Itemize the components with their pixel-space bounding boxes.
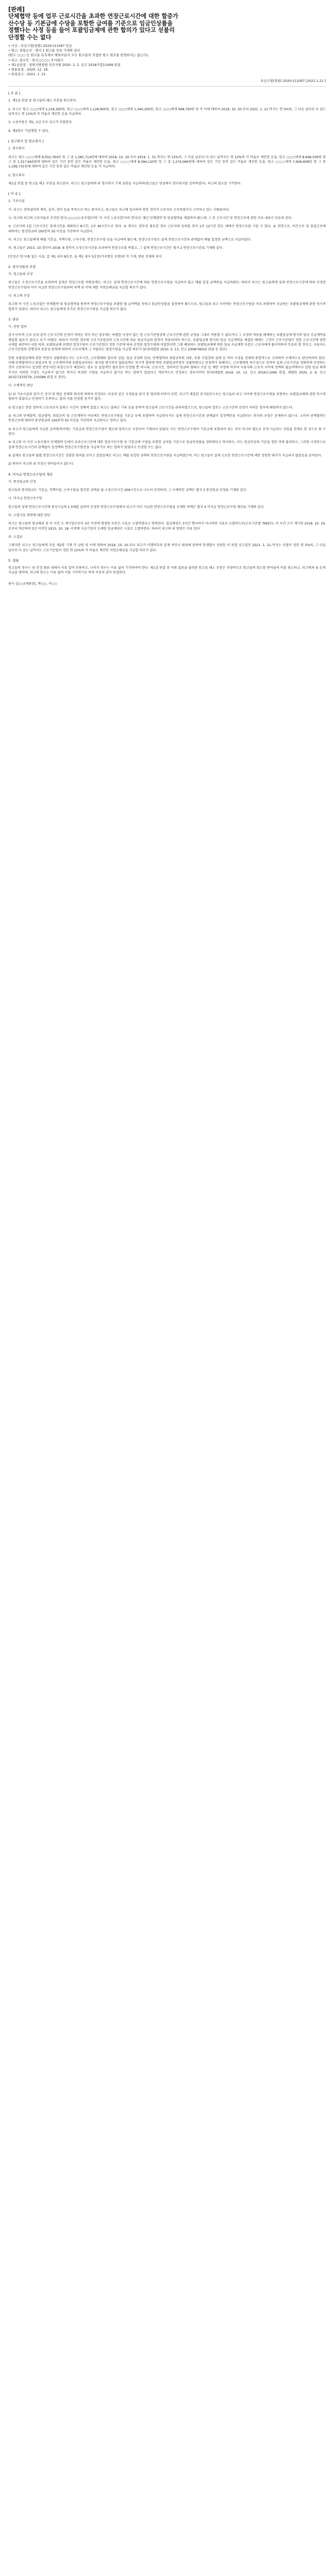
section-paragraph: 3. 소송비용은 제1, 2심 모두 피고가 부담한다. <box>8 121 73 125</box>
section-heading: 2. 당사자들의 주장 <box>8 264 36 269</box>
section-heading: [ 이 유 ] <box>8 192 21 196</box>
section-paragraph: 라. 소결론 <box>8 535 23 539</box>
judgment-section <box>8 191 326 259</box>
section-paragraph: 라. 원고들은 2015. 10.경부터 2018. 9.경까지 소정근로시간을 초과하여 연장근로를 하였고, 그 실제 연장근로시간은 별지 2 연장근로시간표 기재와 같다. <box>8 246 224 250</box>
section-paragraph: 감시·단속적 근로 등과 같이 근로시간의 산정이 어려운 것이 아닌 경우에는 특별한 사정이 없는 한 근로기준법상의 근로시간에 관한 규정을 그대로 적용할 수 없다거나 그 규정의 적용을 배제하는 포괄임금제 방식의 임금 지급계약을 체결할 필요가 있다고 보기 어렵다. 따라서 이러한 경우에 근로기준법상의 근로시간에 따른 임금지급의 원칙이 적용되어야 하므로, 포괄임금제 방식의 임금 지급계약을 체결한 때에는 그것이 근로기준법이 정한 근로시간에 관한 규제를 위반하는지를 따져, 포괄임금에 포함된 법정수당이 근로기준법이 정한 기준에 따라 산정된 법정수당에 미달한다면 그에 해당하는 포괄임금제에 의한 임금 지급계약 부분은 근로자에게 불이익하여 무효라 할 것이고, 사용자는 근로기준법의 강행성과 보충성 원칙에 의하여 근로자에게 그 미달되는 법정수당을 지급할 의무가 있다(대법원 2010. 5. 13. 선고 2008다6052 판결 등 참조). <box>8 333 326 352</box>
meta-line: • 제1심판결 : 창원지방법원 진주지원 2020. 2. 5. 선고 2018가합11408 판결 <box>8 63 121 67</box>
section-paragraph: 원고들의 실제 연장근로시간에 통상시급의 1.5배를 곱하여 산정한 연장근로수당에서 피고가 이미 지급한 연장근로수당을 공제한 차액은 별지 4 미지급 연장근로수당 계산표 기재와 같다. <box>8 505 265 509</box>
meta-line: • 변론종결 : 2020. 12. 18. <box>8 68 49 72</box>
judgment-section <box>8 91 326 133</box>
document-title <box>8 6 326 41</box>
section-paragraph: 나. 구체적인 판단 <box>8 384 33 388</box>
section-paragraph: ① 원고들은 현장 정비직 근로자로서 출퇴근 시간이 정해져 있었고 피고는 출퇴근 기록 등을 통하여 원고들의 근로시간을 관리하였으므로, 원고들의 업무는 근로시간의 산정이 어려운 경우에 해당하지 않는다. <box>8 405 293 410</box>
section-paragraph: 나. 미지급 연장근로수당 <box>8 497 42 501</box>
title-line: 산수당 등 기본급에 수당을 포함한 급여를 기준으로 임금인상률을 <box>8 20 173 27</box>
section-paragraph: 4. 제2항은 가집행할 수 있다. <box>8 129 49 133</box>
meta-line: • 피고, 항소인 : 한국○○○○ 주식회사 <box>8 58 63 62</box>
section-paragraph: 원고들은 소정근로시간을 초과하여 실제로 연장근로를 하였음에도, 피고는 실제 연장근로시간에 따른 연장근로수당을 지급하지 않고 매월 일정 금액만을 지급하였다. 따라서 피고는 원고들에게 실제 연장근로시간에 따라 산정한 연장근로수당과 이미 지급한 연장근로수당과의 차액 및 이에 대한 지연손해금을 지급할 의무가 있다. <box>8 281 326 290</box>
section-heading: [ 주 문 ] <box>8 91 21 96</box>
section-paragraph: 1. 제1심 판결 중 원고들의 패소 부분을 취소한다. <box>8 99 77 103</box>
section-paragraph: 2) 따라서 피고의 위 주장은 받아들이지 않는다. <box>8 462 74 466</box>
section-heading: 3. 판단 <box>8 317 19 322</box>
section-paragraph: 가. 원고들의 주장 <box>8 272 33 276</box>
section-heading: [ 청구취지 및 항소취지 ] <box>8 139 44 144</box>
section-paragraph: 피고와 이 사건 노동조합은 단체협약 및 임금협약을 통하여 연장근로수당을 포함한 월 급여액을 정하고 임금인상률을 결정하여 왔으므로, 원고들과 피고 사이에는 연장근로수당을 미리 포함하여 지급하는 포괄임금제에 관한 묵시적 합의가 있었다. 따라서 피고는 원고들에게 추가로 연장근로수당을 지급할 의무가 없다. <box>8 302 326 311</box>
judgment-page <box>0 0 334 597</box>
section-paragraph: 2. 피고는 원고 ○○○에게 1,234,560원, 원고 ○○○에게 1,128,900원, 원고 ○○○에게 1,340,200원, 원고 ○○○에게 998,700원 및 각 이에 대하여 2018. 10. 20.부터 2021. 1. 21.까지는 연 5%의, 그 다음 날부터 다 갚는 날까지는 연 12%의 각 비율로 계산한 돈을 지급하라. <box>8 107 326 116</box>
document-id: 부산고법(창원) 2020나11097 [2021.1.21.] <box>260 79 326 83</box>
section-paragraph: 피고는 원고들의 임금채권 중 이 사건 소 제기일로부터 3년 이전에 발생한 부분은 시효로 소멸하였다고 항변한다. 임금채권은 3년간 행사하지 아니하면 시효로 소멸하므로(근로기준법 제49조), 이 사건 소가 제기된 2018. 10. 19.로부터 역산하여 3년 이전인 2015. 10. 18. 이전에 지급기일이 도래한 임금채권은 시효로 소멸하였다. 따라서 피고의 위 항변은 이유 있다. <box>8 522 326 531</box>
section-paragraph: 가. 관련 법리 <box>8 325 27 329</box>
section-paragraph: ③ 피고가 원고들에게 지급한 급여명세서에는 기본급과 연장근로수당이 별도의 항목으로 구분되어 기재되어 있었다. 이는 연장근로수당이 기본급에 포함되어 있는 것이 아니라 별도로 산정·지급되는 것임을 전제로 한 것으로 볼 수 있다. <box>8 427 326 436</box>
judgment-body <box>8 91 326 575</box>
section-paragraph: 가. 통상임금의 산정 <box>8 480 36 484</box>
judgment-section <box>8 558 326 575</box>
section-paragraph: 그렇다면 피고는 원고들에게 주문 제2항 기재 각 금원 및 이에 대하여 2018. 10. 20.부터 피고가 이행의무의 존재 여부나 범위에 관하여 항쟁함이 상당한 이 판결 선고일인 2021. 1. 21.까지는 민법이 정한 연 5%의, 그 다음 날부터 다 갚는 날까지는 근로기준법이 정한 연 12%의 각 비율로 계산한 지연손해금을 지급할 의무가 있다. <box>8 544 326 552</box>
section-paragraph: 한편 포괄임금제에 관한 약정이 성립하였는지는 근로시간, 근로형태와 업무의 성질, 임금 산정의 단위, 단체협약과 취업규칙의 내용, 동종 사업장의 실태 등 여러 사정을 전체적·종합적으로 고려하여 구체적으로 판단하여야 한다. 이때 단체협약이나 취업규칙 및 근로계약서에 포괄임금이라는 취지를 명시하지 않았음에도 묵시적 합의에 의한 포괄임금약정이 성립하였다고 인정하기 위해서는, 근로형태의 특수성으로 인하여 실제 근로시간을 정확하게 산정하는 것이 곤란하거나 일정한 연장·야간·휴일근로가 예상되는 경우 등 실질적인 필요성이 인정될 뿐 아니라, 근로시간, 정하여진 임금의 형태나 수준 등 제반 사정에 비추어 사용자와 근로자 사이에 정액의 월급여액이나 일당 임금 외에 추가로 어떠한 수당도 지급하지 않기로 하거나 특정한 수당을 지급하지 않기로 하는 합의가 있었다고 객관적으로 인정되는 경우이어야 한다(대법원 2016. 10. 13. 선고 2016도1060 판결, 대법원 2020. 2. 6. 선고 2015다233579, 233586 판결 등 참조). <box>8 356 326 380</box>
section-paragraph: 가. 피고는 전력설비의 제작, 설치, 정비 등을 목적으로 하는 회사이고, 원고들은 피고에 입사하여 현장 정비직 근로자로 근무하였거나 근무하고 있는 사람들이다. <box>8 208 230 212</box>
section-heading: 5. 결론 <box>8 558 19 563</box>
section-paragraph: 2. 항소취지 <box>8 173 25 177</box>
judgment-section <box>8 264 326 312</box>
section-paragraph: 나. 피고와 피고의 근로자들로 조직된 한국○○○○노동조합(이하 '이 사건 노동조합'이라 한다)은 매년 단체협약 및 임금협약을 체결하여 왔는데, 그 중 근로시간 및 연장근로에 관한 주요 내용은 다음과 같다. <box>8 216 293 220</box>
case-meta <box>8 44 326 77</box>
judgment-section <box>8 472 326 553</box>
section-paragraph: [인정근거] 다툼 없는 사실, 갑 제1 내지 8호증, 을 제1 내지 5호증(가지번호 포함)의 각 기재, 변론 전체의 취지 <box>8 255 162 259</box>
title-line: 정했다는 사정 등을 들어 포괄임금제에 관한 합의가 있다고 섣불리 <box>8 27 175 34</box>
section-paragraph: 1) 위 기초사실과 앞서 든 증거 및 변론 전체의 취지에 의하여 인정되는 다음과 같은 사정들을 앞서 본 법리에 비추어 보면, 피고가 제출한 증거들만으로는 원고들과 피고 사이에 연장근로수당을 포함하는 포괄임금제에 관한 묵시적 합의가 있었다고 인정하기 부족하고, 달리 이를 인정할 증거가 없다. <box>8 392 326 401</box>
section-paragraph: ⑤ 실제로 원고들의 월별 연장근로시간은 상당한 편차를 보이고 있었음에도 피고는 매월 동일한 금액의 연장근로수당을 지급하였는바, 이는 원고들이 실제 근로한 연장근로시간에 대한 정당한 대가가 지급되지 않았음을 보여준다. <box>8 453 322 457</box>
judgment-section <box>8 139 326 186</box>
section-paragraph: 1. 청구취지 <box>8 147 25 151</box>
meta-line: • 판결선고 : 2021. 1. 21. <box>8 73 47 77</box>
meta-line: • 사건 : 부산고법(창원) 2020나11097 임금 <box>8 44 72 48</box>
meta-line: • 원고, 피항소인 : 별지 1 원고들 목록 기재와 같다 <box>8 49 80 53</box>
section-paragraph: 피고는 원고 ○○○에게 8,502,764원 및 그 중 1,285,714원에 대하여 2018. 10. 20.부터 2019. 1. 31.까지는 연 15%의, 그 다음 날부터 다 갚는 날까지는 연 12%의 각 비율로 계산한 돈을, 원고 ○○○에게 8,668,509원 및 그 중 1,317,943원에 대하여 같은 기간 동안 같은 비율로 계산한 돈을, 원고 ○○○에게 8,394,120원 및 그 중 1,274,066원에 대하여 같은 기간 동안 같은 비율로 계산한 돈을, 원고 ○○○에게 7,906,608원 및 그 중 1,199,731원에 대하여 같은 기간 동안 같은 비율로 계산한 돈을 각 지급하라. <box>8 155 326 169</box>
section-paragraph: 원고들의 청구는 위 인정 범위 내에서 이유 있어 인용하고, 나머지 청구는 이유 없어 기각하여야 한다. 제1심 판결 중 이와 결론을 달리한 원고들 패소 부분은 부당하므로 원고들의 항소를 받아들여 이를 취소하고, 피고에게 위 돈의 지급을 명하며, 피고의 항소는 이유 없어 이를 기각하기로 하여 주문과 같이 판결한다. <box>8 566 326 575</box>
judgment-section <box>8 317 326 467</box>
section-paragraph: ② 피고의 단체협약, 임금협약, 취업규칙 및 근로계약서 어디에도 연장근로수당을 기본급 등에 포함하여 지급한다거나 실제 연장근로시간과 관계없이 일정액만을 지급한다는 취지의 규정은 존재하지 않는다. 오히려 단체협약은 연장근로에 대하여 통상임금의 100분의 50 이상을 가산하여 지급한다고 정하고 있다. <box>8 414 326 423</box>
divider <box>8 86 326 87</box>
section-heading: 4. 미지급 연장근로수당의 계산 <box>8 472 53 477</box>
section-paragraph: 다. 소멸시효 항변에 대한 판단 <box>8 513 51 517</box>
title-line: 단정할 수는 없다 <box>8 33 52 41</box>
title-line: [판례] <box>8 6 25 13</box>
section-paragraph: ① 근로자의 1일 근로시간은 휴게시간을 제외하고 8시간, 1주 40시간으로 한다. ② 회사는 업무상 필요한 경우 근로자의 동의를 얻어 1주 12시간 한도 내에서 연장근로를 시킬 수 있다. ③ 연장근로, 야간근로 및 휴일근로에 대하여는 통상임금의 100분의 50 이상을 가산하여 지급한다. <box>8 225 326 233</box>
section-paragraph: 원고들의 통상임금은 기본급, 직책수당, 근속수당을 합산한 금액을 월 소정근로시간 209시간으로 나누어 산정하며, 그 구체적인 금액은 별지 3 통상임금 산정표 기재와 같다. <box>8 488 247 492</box>
section-paragraph: 제1심 판결 중 원고들 패소 부분을 취소한다. 피고는 원고들에게 위 청구취지 기재 금원을 지급하라(원고들은 당심에서 청구취지를 감축하였다). 피고의 항소를 기각한다. <box>8 181 242 185</box>
judges-signature: 판사 김○○(재판장), 박○○, 이○○ <box>8 582 57 586</box>
section-paragraph: ④ 피고와 이 사건 노동조합이 단체협약 등에서 초과근로시간에 대한 할증가산수당 등 기본급에 수당을 포함한 급여를 기준으로 임금인상률을 정하였다고 하더라도, 이는 임금인상의 기준을 정한 것에 불과하고, 그러한 사정만으로 실제 연장근로시간과 관계없이 일정액의 연장근로수당만을 지급하기로 하는 합의가 있었다고 단정할 수는 없다. <box>8 440 326 449</box>
section-paragraph: 다. 피고는 원고들에게 매월 기본급, 직책수당, 근속수당, 연장근로수당 등을 지급하여 왔는데, 연장근로수당은 실제 연장근로시간과 관계없이 매월 일정한 금액으로 지급되었다. <box>8 238 252 242</box>
meta-line: (원고 ○○○ 등 원고들 독촉계서 해외부분서 모두 원고들의 직접한 원고 변호를 변경하지는 않는다), <box>8 54 149 58</box>
title-line: 단체협약 등에 업무 근로시간을 초과한 연장근로시간에 대한 할증가 <box>8 13 178 20</box>
section-paragraph: 나. 피고의 주장 <box>8 294 30 298</box>
section-paragraph: 1. 기초사실 <box>8 199 25 204</box>
